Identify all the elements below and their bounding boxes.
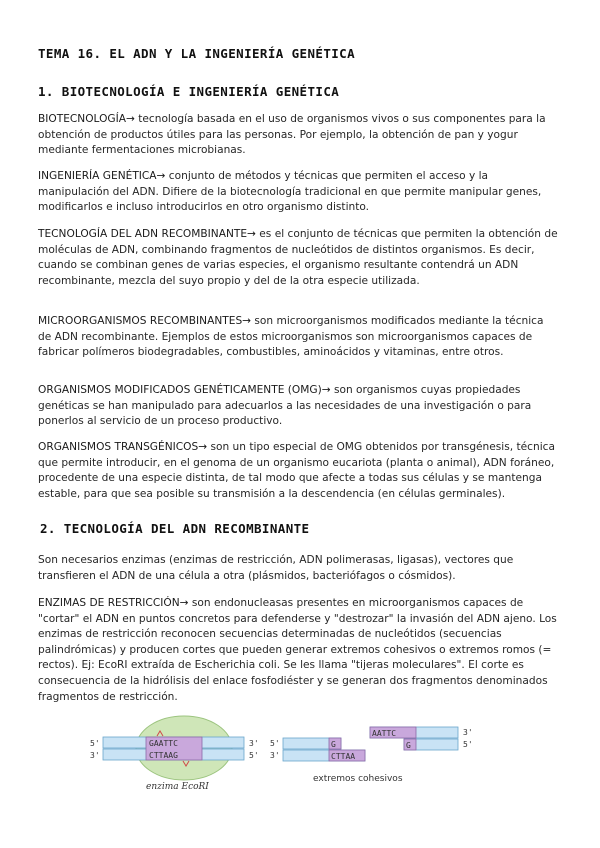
five-prime-label: 5' (90, 739, 100, 748)
paragraph-term: ORGANISMOS TRANSGÉNICOS→ (38, 441, 208, 453)
paragraph-term: ENZIMAS DE RESTRICCIÓN→ (38, 597, 189, 609)
section-heading-1: 1. BIOTECNOLOGÍA E INGENIERÍA GENÉTICA (38, 84, 340, 99)
page-title: TEMA 16. EL ADN Y LA INGENIERÍA GENÉTICA (38, 46, 356, 61)
paragraph-term: INGENIERÍA GENÉTICA→ (38, 170, 166, 182)
paragraph-term: TECNOLOGÍA DEL ADN RECOMBINANTE→ (38, 228, 256, 240)
paragraph-text: son organismos cuyas propiedades genéticas se han manipulado para adecuarlos a las necesidades de una investigación o para ponerlos al servicio de un proceso productivo. (38, 384, 532, 428)
paragraph-text: Son necesarios enzimas (enzimas de restricción, ADN polimerasas, ligasas), vectores que transfieren el ADN de una célula a otra (plásmidos, bacteriófagos o cósmidos). (38, 554, 514, 582)
paragraph-text: son microorganismos modificados mediante la técnica de ADN recombinante. Ejemplos de estos microorganismos son microorganismos capaces de fabricar polímeros biodegradables, combustibles, aminoácidos y vitaminas, entre otros. (38, 315, 544, 359)
paragraph-text: son un tipo especial de OMG obtenidos por transgénesis, técnica que permite introducir, en el genoma de un organismo eucariota (planta o animal), ADN foráneo, procedente de una especie distinta, de tal modo que afecte a todas sus células y se mantenga estable, para que sea posible su transmisión a la descendencia (en células germinales). (38, 441, 555, 500)
fragment-bottom-left-seq: CTTAA (331, 752, 356, 761)
three-prime-label: 3' (90, 751, 100, 760)
section-heading-2: 2. TECNOLOGÍA DEL ADN RECOMBINANTE (40, 521, 310, 536)
paragraph-text: es el conjunto de técnicas que permiten la obtención de moléculas de ADN, combinando fragmentos de nucleótidos de distintos organismos. Es decir, cuando se combinan genes de varias especies, el organismo resultante contendrá un ADN recombinante, mezcla del suyo propio y del de la otra especie utilizada. (38, 228, 558, 287)
fragment-top-right-seq: AATTC (372, 729, 397, 738)
paragraph-term: ORGANISMOS MODIFICADOS GENÉTICAMENTE (OMG)→ (38, 384, 331, 396)
paragraph-term: BIOTECNOLOGÍA→ (38, 113, 135, 125)
five-prime-label: 5' (270, 739, 280, 748)
three-prime-label: 3' (270, 751, 280, 760)
enzyme-label: enzima EcoRI (146, 782, 209, 792)
paragraph-text: tecnología basada en el uso de organismos vivos o sus componentes para la obtención de productos útiles para las personas. Por ejemplo, la obtención de pan y yogur mediante fermentaciones microbianas. (38, 113, 546, 157)
three-prime-label: 3' (249, 739, 259, 748)
five-prime-label: 5' (463, 740, 473, 749)
paragraph-text: son endonucleasas presentes en microorganismos capaces de "cortar" el ADN en puntos concretos para defenderse y "destrozar" la invasión del ADN ajeno. Los enzimas de restricción reconocen secuencias determinadas de nucleótidos (secuencias palindrómicas) y producen cortes que pueden generar extremos cohesivos o extremos romos (= rectos). Ej: EcoRI extraída de Escherichia coli. Se les llama "tijeras moleculares". El corte es consecuencia de la hidrólisis del enlace fosfodiéster y se generan dos fragmentos denominados fragmentos de restricción. (38, 597, 557, 703)
bottom-sequence: CTTAAG (149, 751, 178, 760)
top-sequence: GAATTC (149, 739, 178, 748)
three-prime-label: 3' (463, 728, 473, 737)
fragment-top-left-seq: G (331, 740, 336, 749)
paragraph-term: MICROORGANISMOS RECOMBINANTES→ (38, 315, 252, 327)
paragraph-text: conjunto de métodos y técnicas que permiten el acceso y la manipulación del ADN. Difiere de la biotecnología tradicional en que permite manipular genes, modificarlos e incluso introducirlos en otro organismo distinto. (38, 170, 542, 214)
cohesive-ends-caption: extremos cohesivos (313, 774, 403, 784)
five-prime-label: 5' (249, 751, 259, 760)
fragment-bottom-right-seq: G (406, 741, 411, 750)
